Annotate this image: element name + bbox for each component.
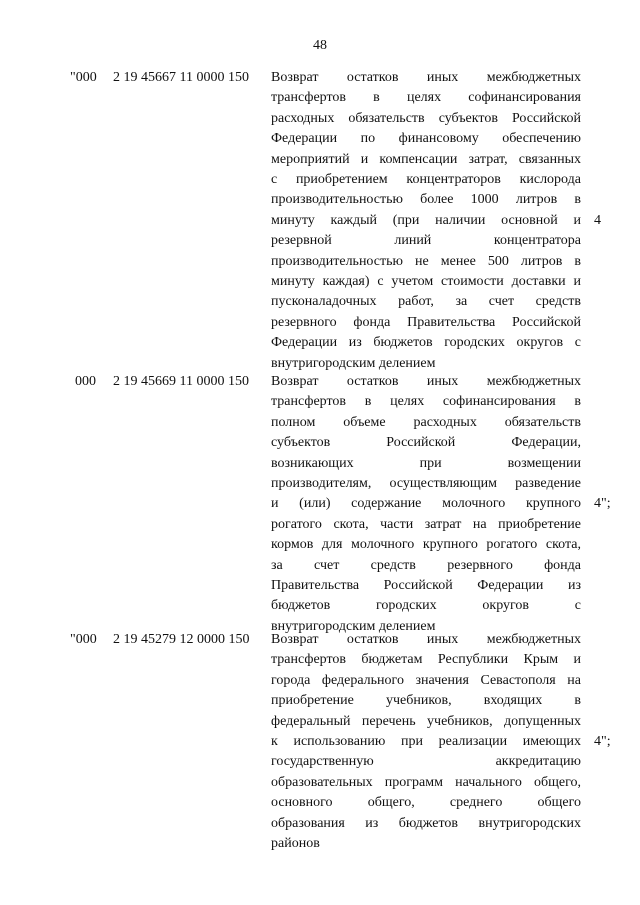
entry-2-line: бюджетов городских округов с (271, 598, 581, 614)
entry-1-code: 2 19 45667 11 0000 150 (113, 70, 249, 85)
entry-3-code: 2 19 45279 12 0000 150 (113, 632, 250, 647)
entry-2-prefix: 000 (75, 374, 96, 389)
entry-3-prefix: "000 (70, 632, 97, 647)
entry-2-code: 2 19 45669 11 0000 150 (113, 374, 249, 389)
entry-1-line: Федерации из бюджетов городских округов с (271, 335, 581, 351)
entry-2-line: кормов для молочного крупного рогатого скота, (271, 537, 581, 553)
entry-2-line: и (или) содержание молочного крупного (271, 496, 581, 512)
entry-1-line: Федерации по финансовому обеспечению (271, 131, 581, 147)
entry-1-line: резервной линий концентратора (271, 233, 581, 249)
entry-1-line: трансфертов в целях софинансирования (271, 90, 581, 106)
entry-1-line: Возврат остатков иных межбюджетных (271, 70, 581, 85)
entry-3-description (271, 630, 581, 854)
entry-3-line: государственную аккредитацию (271, 754, 581, 770)
entry-3-line: города федерального значения Севастополя на (271, 672, 581, 688)
entry-2-line: Правительства Российской Федерации из (271, 578, 581, 594)
entry-2-line: за счет средств резервного фонда (271, 557, 581, 573)
entry-1-description (271, 68, 581, 374)
entry-3-line: федеральный перечень учебников, допущенных (271, 713, 581, 729)
entry-2-line: субъектов Российской Федерации, (271, 435, 581, 451)
entry-1-line: производительностью более 1000 литров в (271, 192, 581, 208)
entry-2-value: 4"; (594, 496, 611, 511)
entry-1-line: производительностью не менее 500 литров в (271, 253, 581, 269)
entry-1-line: минуту каждый (при наличии основной и (271, 212, 581, 228)
entry-2-line: производителям, осуществляющим разведение (271, 476, 581, 492)
entry-3-line: основного общего, среднего общего (271, 795, 581, 811)
entry-1-line: пусконаладочных работ, за счет средств (271, 294, 581, 310)
page-number: 48 (313, 38, 327, 53)
entry-1-line: с приобретением концентраторов кислорода (271, 172, 581, 188)
entry-3-line: образования из бюджетов внутригородских (271, 815, 581, 831)
entry-1-line: мероприятий и компенсации затрат, связанных (271, 151, 581, 167)
entry-1-line: расходных обязательств субъектов Российской (271, 110, 581, 126)
entry-2-description (271, 372, 581, 637)
entry-2-line: полном объеме расходных обязательств (271, 414, 581, 430)
entry-2-line: возникающих при возмещении (271, 455, 581, 471)
entry-1-line: минуту каждая) с учетом стоимости доставки и (271, 274, 581, 290)
entry-3-value: 4"; (594, 734, 611, 749)
entry-3-line: к использованию при реализации имеющих (271, 734, 581, 750)
entry-2-line: Возврат остатков иных межбюджетных (271, 374, 581, 389)
entry-3-line: образовательных программ начального общего, (271, 774, 581, 790)
entry-3-line: трансфертов бюджетам Республики Крым и (271, 652, 581, 668)
entry-1-value: 4 (594, 213, 601, 228)
entry-2-line: трансфертов в целях софинансирования в (271, 394, 581, 410)
entry-3-line: Возврат остатков иных межбюджетных (271, 632, 581, 647)
entry-2-line: рогатого скота, части затрат на приобретение (271, 516, 581, 532)
entry-1-line: резервного фонда Правительства Российской (271, 314, 581, 330)
entry-1-line: внутригородским делением (271, 355, 436, 371)
entry-2-line: внутригородским делением (271, 618, 436, 634)
entry-1-prefix: "000 (70, 70, 97, 85)
entry-3-line: районов (271, 836, 320, 852)
entry-3-line: приобретение учебников, входящих в (271, 693, 581, 709)
